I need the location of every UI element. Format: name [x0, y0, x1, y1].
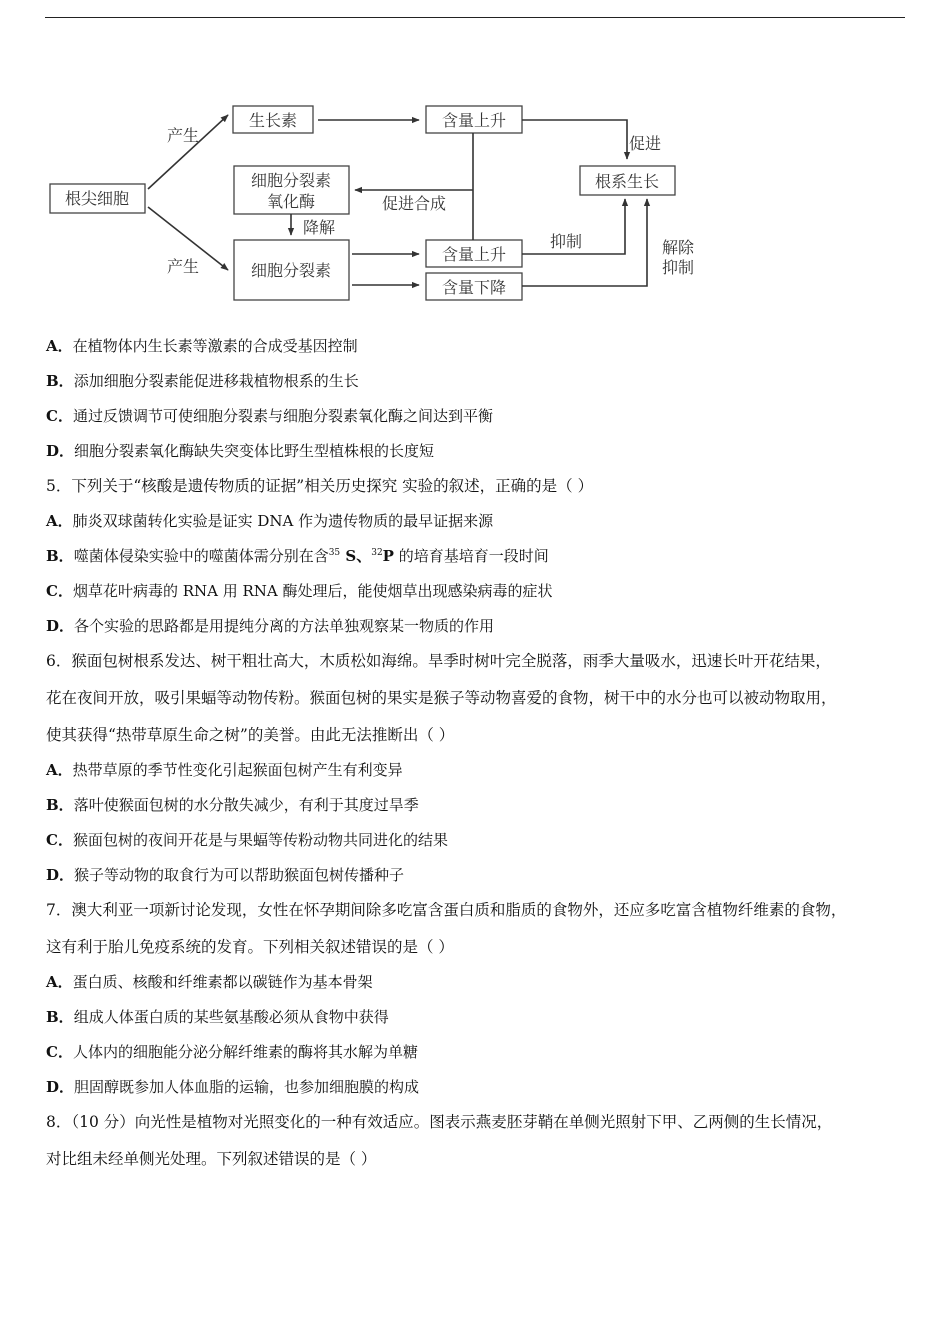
label-relieve-line2: 抑制	[662, 258, 695, 277]
label-content-up-bottom: 含量上升	[441, 245, 507, 264]
label-cytokinin: 细胞分裂素	[250, 261, 332, 280]
label-auxin: 生长素	[248, 111, 298, 130]
q6-option-b: B．落叶使猴面包树的水分散失减少，有利于其度过旱季	[46, 796, 419, 814]
label-ckx-line2: 氧化酶	[266, 192, 316, 211]
q7-option-d: D．胆固醇既参加人体血脂的运输，也参加细胞膜的构成	[46, 1078, 420, 1096]
label-root-growth: 根系生长	[594, 172, 660, 191]
q6-stem-line3: 使其获得“热带草原生命之树”的美誉。由此无法推断出（ ）	[46, 726, 455, 744]
q5-option-d: D．各个实验的思路都是用提纯分离的方法单独观察某一物质的作用	[46, 617, 495, 635]
q6-stem-line2: 花在夜间开放，吸引果蝠等动物传粉。猴面包树的果实是猴子等动物喜爱的食物，树干中的水分也可以被动物取用，	[46, 689, 837, 707]
q4-option-c: C．通过反馈调节可使细胞分裂素与细胞分裂素氧化酶之间达到平衡	[46, 407, 493, 425]
arrow-relieve-inhibit	[522, 199, 647, 286]
q4-option-d: D．细胞分裂素氧化酶缺失突变体比野生型植株根的长度短	[46, 442, 435, 460]
q4-option-b: B．添加细胞分裂素能促进移栽植物根系的生长	[46, 372, 359, 390]
question-text	[46, 334, 916, 1182]
label-promote: 促进	[629, 134, 662, 153]
label-content-down: 含量下降	[441, 278, 507, 297]
label-produce-top: 产生	[167, 126, 200, 145]
hormone-regulation-diagram	[40, 95, 720, 310]
label-produce-bottom: 产生	[167, 257, 200, 276]
label-ckx-line1: 细胞分裂素	[250, 171, 332, 190]
q6-option-a: A．热带草原的季节性变化引起猴面包树产生有利变异	[46, 761, 403, 779]
label-degrade: 降解	[303, 218, 336, 237]
label-root-cell: 根尖细胞	[64, 189, 130, 208]
arrow-up-promote-growth	[522, 120, 627, 159]
q4-option-a: A．在植物体内生长素等激素的合成受基因控制	[46, 337, 358, 355]
q5-option-a: A．肺炎双球菌转化实验是证实 DNA 作为遗传物质的最早证据来源	[46, 512, 494, 530]
q6-option-d: D．猴子等动物的取食行为可以帮助猴面包树传播种子	[46, 866, 405, 884]
label-promote-synthesis: 促进合成	[382, 194, 447, 213]
q5-option-b: B．噬菌体侵染实验中的噬菌体需分别在含$^{35}$ S、$^{32}$P 的培育基培育一段时间	[46, 547, 549, 565]
label-inhibit: 抑制	[550, 232, 583, 251]
q7-option-c: C．人体内的细胞能分泌分解纤维素的酶将其水解为单糖	[46, 1043, 418, 1061]
q7-option-a: A．蛋白质、核酸和纤维素都以碳链作为基本骨架	[46, 973, 373, 991]
q6-option-c: C．猴面包树的夜间开花是与果蝠等传粉动物共同进化的结果	[46, 831, 448, 849]
q6-stem-line1: 6．猴面包树根系发达、树干粗壮高大，木质松如海绵。旱季时树叶完全脱落，雨季大量吸水，迅速长叶开花结果，	[46, 652, 831, 670]
q8-stem-line1: 8．（10 分）向光性是植物对光照变化的一种有效适应。图表示燕麦胚芽鞘在单侧光照射下甲、乙两侧的生长情况，	[46, 1113, 833, 1131]
q5-option-c: C．烟草花叶病毒的 RNA 用 RNA 酶处理后，能使烟草出现感染病毒的症状	[46, 582, 553, 600]
q7-option-b: B．组成人体蛋白质的某些氨基酸必须从食物中获得	[46, 1008, 389, 1026]
q7-stem-line1: 7．澳大利亚一项新讨论发现，女性在怀孕期间除多吃富含蛋白质和脂质的食物外，还应多吃富含植物纤维素的食物，	[46, 901, 847, 919]
label-content-up-top: 含量上升	[441, 111, 507, 130]
q8-stem-line2: 对比组未经单侧光处理。下列叙述错误的是（ ）	[46, 1150, 377, 1168]
q5-stem: 5．下列关于“核酸是遗传物质的证据”相关历史探究 实验的叙述，正确的是（ ）	[46, 477, 594, 495]
header-rule	[45, 17, 905, 18]
q7-stem-line2: 这有利于胎儿免疫系统的发育。下列相关叙述错误的是（ ）	[46, 938, 454, 956]
label-relieve-line1: 解除	[662, 238, 695, 257]
